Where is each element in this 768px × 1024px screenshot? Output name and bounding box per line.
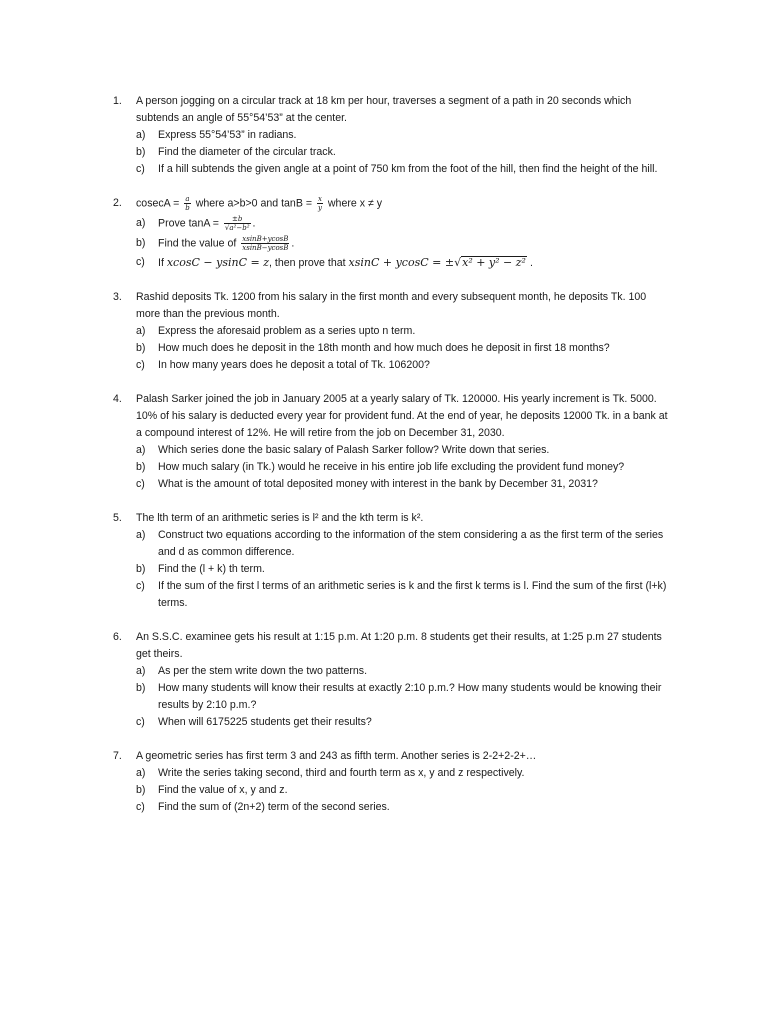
- punctuation: .: [529, 256, 533, 269]
- part-text: Find the diameter of the circular track.: [158, 146, 336, 158]
- question-number: 6.: [113, 630, 122, 643]
- fraction-expression: [241, 235, 289, 252]
- part-text: How much salary (in Tk.) would he receive in his entire job life excluding the provident fund money?: [158, 460, 625, 473]
- part-text: As per the stem write down the two patterns.: [158, 664, 368, 677]
- part-label: b): [136, 341, 146, 354]
- question-1: [113, 93, 673, 178]
- fraction-denominator: √a²−b²: [224, 224, 250, 233]
- part-b: [136, 561, 673, 578]
- part-text: What is the amount of total deposited money with interest in the bank by December 31, 2031?: [158, 477, 598, 490]
- part-text: In how many years does he deposit a total of Tk. 106200?: [158, 358, 430, 371]
- part-label: b): [136, 562, 146, 575]
- part-text: Which series done the basic salary of Palash Sarker follow? Write down that series.: [158, 443, 550, 456]
- part-label: c): [136, 715, 145, 728]
- question-stem: An S.S.C. examinee gets his result at 1:15 p.m. At 1:20 p.m. 8 students get their results, at 1:25 p.m 27 students get theirs.: [136, 630, 662, 660]
- part-label: a): [136, 217, 146, 230]
- fraction-x-over-y: [317, 195, 323, 212]
- part-a: [136, 765, 673, 782]
- part-label: c): [136, 163, 145, 175]
- question-3: [113, 289, 673, 374]
- part-label: c): [136, 358, 145, 371]
- fraction-numerator: a: [185, 195, 190, 203]
- part-text: Express 55°54’53” in radians.: [158, 129, 297, 141]
- fraction-numerator: ±b: [224, 215, 251, 224]
- part-a: [136, 215, 673, 232]
- part-a: [136, 527, 673, 561]
- question-5: [113, 510, 673, 612]
- part-label: b): [136, 460, 146, 473]
- fraction-numerator: xsinB+ycosB: [242, 234, 289, 243]
- question-number: 7.: [113, 749, 122, 762]
- fraction-a-over-b: [184, 195, 190, 212]
- part-b: [136, 782, 673, 799]
- part-text: Find the (l + k) th term.: [158, 562, 265, 575]
- part-text: Prove tanA =: [158, 217, 219, 230]
- part-text: Write the series taking second, third and fourth term as x, y and z respectively.: [158, 766, 525, 779]
- part-label: b): [136, 681, 146, 694]
- part-label: b): [136, 236, 146, 249]
- part-c: [136, 714, 673, 731]
- question-stem: A person jogging on a circular track at 18 km per hour, traverses a segment of a path in 20 seconds which subtends an angle of 55°54’53” at the center.: [136, 95, 632, 124]
- part-text: How many students will know their results at exactly 2:10 p.m.? How many students would be knowing their results by 2:10 p.m.?: [158, 681, 662, 711]
- part-text: Find the sum of (2n+2) term of the second series.: [158, 800, 390, 813]
- stem-text: cosecA =: [136, 197, 180, 210]
- part-label: b): [136, 783, 146, 796]
- punctuation: .: [291, 236, 295, 249]
- part-label: c): [136, 255, 145, 268]
- part-text: Construct two equations according to the information of the stem considering a as the first term of the series and d as common difference.: [158, 528, 664, 558]
- fraction-numerator: x: [317, 195, 322, 203]
- part-c: [136, 161, 673, 178]
- question-number: 5.: [113, 511, 122, 524]
- part-a: [136, 663, 673, 680]
- fraction-denominator: b: [185, 204, 190, 212]
- part-a: [136, 323, 673, 340]
- part-c: [136, 476, 673, 493]
- fraction-denominator: y: [317, 204, 322, 212]
- part-text: How much does he deposit in the 18th month and how much does he deposit in first 18 months?: [158, 341, 610, 354]
- part-a: [136, 127, 673, 144]
- question-6: [113, 629, 673, 731]
- part-label: b): [136, 146, 146, 158]
- part-c: [136, 578, 673, 612]
- part-label: a): [136, 664, 146, 677]
- stem-text: where a>b>0 and tanB =: [195, 197, 313, 210]
- part-a: [136, 442, 673, 459]
- question-stem: Rashid deposits Tk. 1200 from his salary in the first month and every subsequent month, he deposits Tk. 100 more than the previous month.: [136, 290, 647, 320]
- part-b: [136, 340, 673, 357]
- fraction-denominator: xsinB−ycosB: [242, 243, 289, 252]
- punctuation: .: [252, 217, 256, 230]
- equation-to-prove: xsinC + ycosC = ±: [348, 255, 455, 269]
- stem-text: where x ≠ y: [327, 197, 382, 210]
- part-text: Find the value of x, y and z.: [158, 783, 288, 796]
- part-c: [136, 254, 673, 272]
- question-stem: A geometric series has first term 3 and 243 as fifth term. Another series is 2-2+2-2+…: [136, 749, 537, 762]
- question-4: [113, 391, 673, 493]
- part-c: [136, 357, 673, 374]
- part-b: [136, 680, 673, 714]
- part-text: , then prove that: [269, 256, 346, 269]
- question-stem: Palash Sarker joined the job in January 2005 at a yearly salary of Tk. 120000. His yearly increment is Tk. 5000. 10% of his salary is deducted every year for provident fund. At the end of year, he deposits 12000 Tk. in a bank at a compound interest of 12%. He will retire from the job on December 31, 2030.: [136, 392, 668, 439]
- part-text: If a hill subtends the given angle at a point of 750 km from the foot of the hill, then find the height of the hill.: [158, 163, 658, 175]
- question-number: 3.: [113, 290, 122, 303]
- part-label: c): [136, 477, 145, 490]
- question-number: 4.: [113, 392, 122, 405]
- equation-given: xcosC − ysinC = z: [166, 255, 269, 269]
- radicand: x² + y² − z²: [462, 255, 526, 269]
- question-stem: [136, 195, 673, 212]
- part-b: [136, 235, 673, 252]
- question-number: 1.: [113, 95, 122, 107]
- sqrt-icon: √: [454, 255, 462, 269]
- part-label: a): [136, 528, 146, 541]
- question-7: [113, 748, 673, 816]
- question-number: 2.: [113, 197, 122, 209]
- part-text: Express the aforesaid problem as a series upto n term.: [158, 324, 416, 337]
- question-list: [113, 93, 673, 833]
- part-label: a): [136, 766, 146, 779]
- part-b: [136, 459, 673, 476]
- part-text: If: [158, 256, 164, 269]
- part-text: If the sum of the first l terms of an arithmetic series is k and the first k terms is l. Find the sum of the first (l+k) terms.: [158, 579, 667, 609]
- part-label: a): [136, 443, 146, 456]
- part-label: c): [136, 800, 145, 813]
- part-b: [136, 144, 673, 161]
- fraction-tanA: [224, 215, 251, 232]
- question-2: [113, 195, 673, 272]
- part-label: c): [136, 579, 145, 592]
- part-label: a): [136, 324, 146, 337]
- part-c: [136, 799, 673, 816]
- part-text: Find the value of: [158, 236, 237, 249]
- part-label: a): [136, 129, 146, 141]
- part-text: When will 6175225 students get their results?: [158, 715, 372, 728]
- question-stem: The lth term of an arithmetic series is l² and the kth term is k².: [136, 511, 424, 524]
